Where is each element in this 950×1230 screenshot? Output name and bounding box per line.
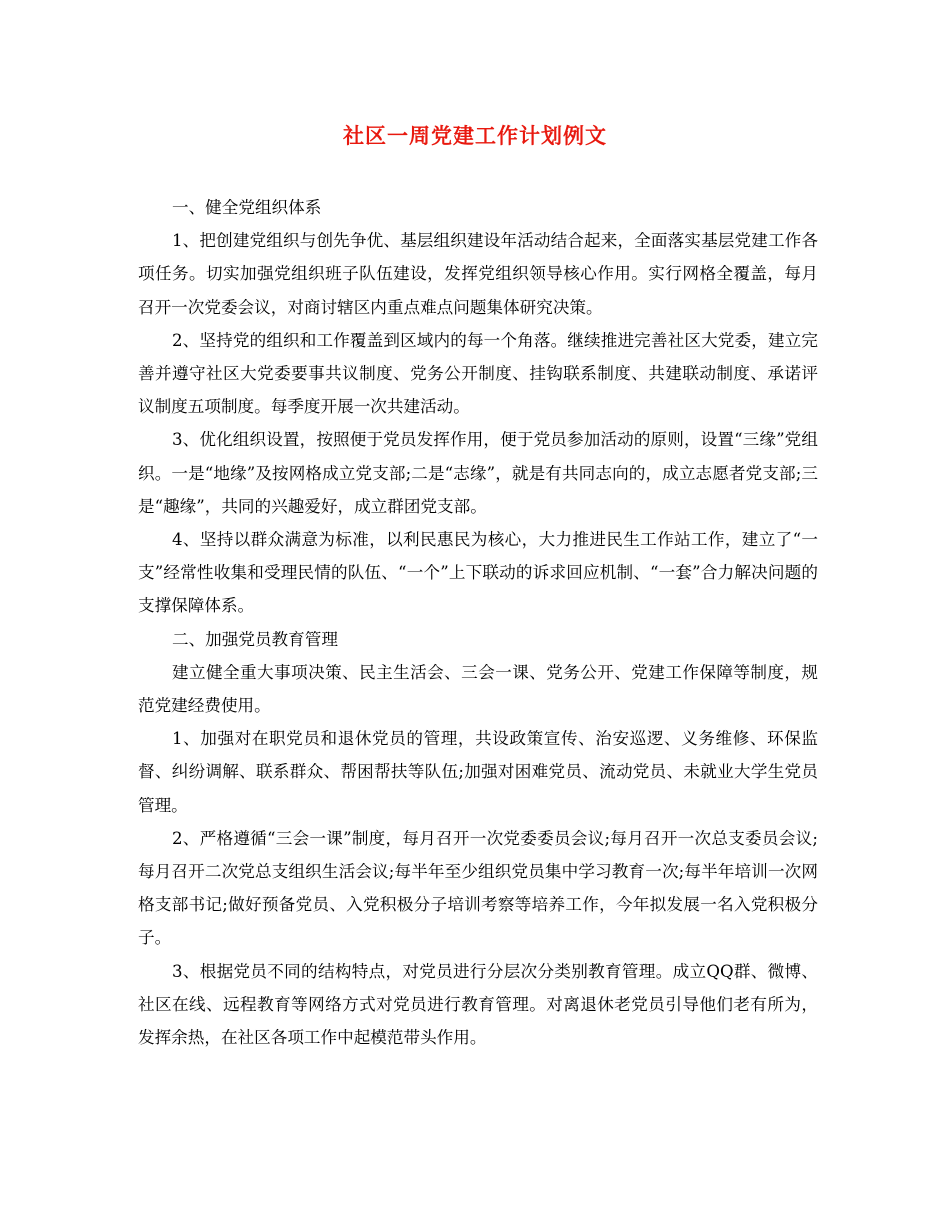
- paragraph-2-2: 2、严格遵循“三会一课”制度，每月召开一次党委委员会议;每月召开一次总支委员会议;每月召开二次党总支组织生活会议;每半年至少组织党员集中学习教育一次;每半年培训一次网格支部书记;做好预备党员、入党积极分子培训考察等培养工作，今年拟发展一名入党积极分子。: [138, 828, 818, 948]
- document-title: 社区一周党建工作计划例文: [343, 123, 607, 148]
- paragraph-1-4: 4、坚持以群众满意为标准，以利民惠民为核心，大力推进民生工作站工作，建立了“一支”经常性收集和受理民情的队伍、“一个”上下联动的诉求回应机制、“一套”合力解决问题的支撑保障体系。: [138, 530, 818, 616]
- paragraph-2-3: 3、根据党员不同的结构特点，对党员进行分层次分类别教育管理。成立QQ群、微博、社区在线、远程教育等网络方式对党员进行教育管理。对离退休老党员引导他们老有所为，发挥余热，在社区各项工作中起模范带头作用。: [138, 961, 818, 1048]
- section-heading-1: 一、健全党组织体系: [172, 198, 322, 217]
- paragraph-1-3: 3、优化组织设置，按照便于党员发挥作用，便于党员参加活动的原则，设置“三缘”党组织。一是“地缘”及按网格成立党支部;二是“志缘”，就是有共同志向的，成立志愿者党支部;三是“趣缘”，共同的兴趣爱好，成立群团党支部。: [138, 430, 818, 516]
- section-heading-2: 二、加强党员教育管理: [172, 629, 338, 649]
- paragraph-1-1: 1、把创建党组织与创先争优、基层组织建设年活动结合起来，全面落实基层党建工作各项任务。切实加强党组织班子队伍建设，发挥党组织领导核心作用。实行网格全覆盖，每月召开一次党委会议，对商讨辖区内重点难点问题集体研究决策。: [138, 231, 818, 317]
- paragraph-2-intro: 建立健全重大事项决策、民主生活会、三会一课、党务公开、党建工作保障等制度，规范党建经费使用。: [138, 662, 818, 716]
- document-body: [138, 191, 818, 1054]
- paragraph-1-2: 2、坚持党的组织和工作覆盖到区域内的每一个角落。继续推进完善社区大党委，建立完善并遵守社区大党委要事共议制度、党务公开制度、挂钩联系制度、共建联动制度、承诺评议制度五项制度。每季度开展一次共建活动。: [138, 330, 818, 417]
- paragraph-2-1: 1、加强对在职党员和退休党员的管理，共设政策宣传、治安巡逻、义务维修、环保监督、纠纷调解、联系群众、帮困帮扶等队伍;加强对困难党员、流动党员、未就业大学生党员管理。: [138, 729, 818, 815]
